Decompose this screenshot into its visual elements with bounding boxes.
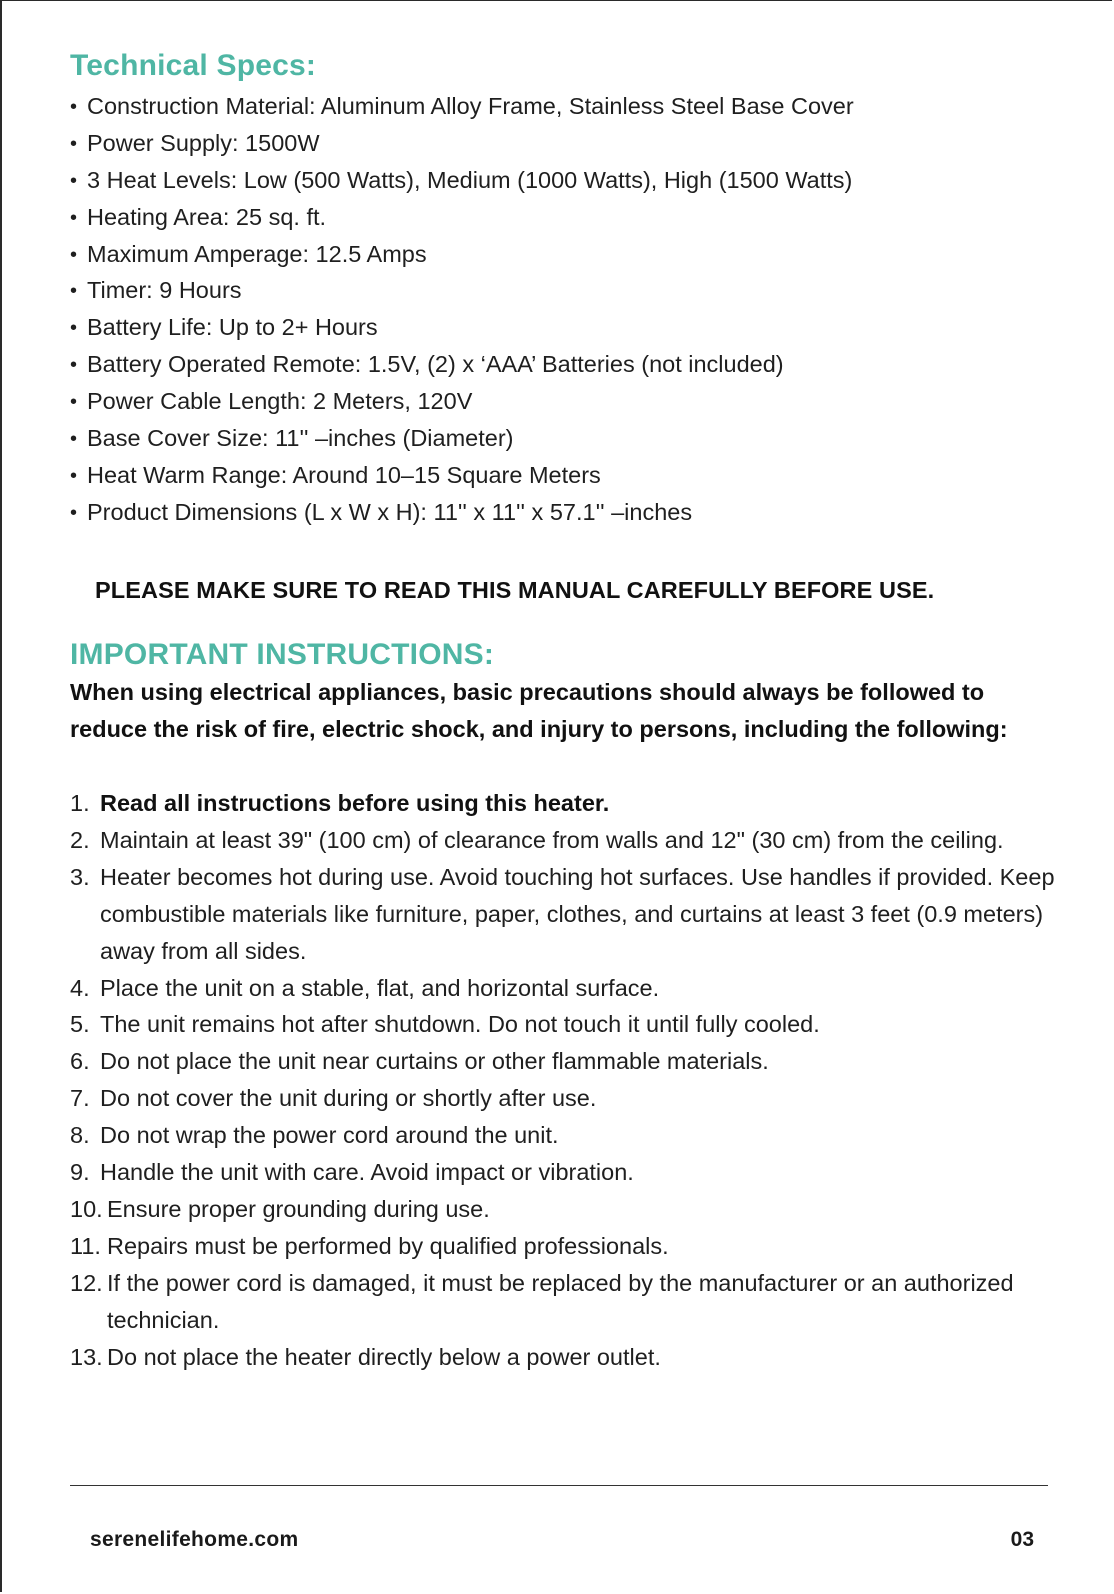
bullet: • — [70, 317, 78, 340]
spec-text: Battery Life: Up to 2+ Hours — [87, 314, 378, 341]
instruction-item — [70, 1006, 1060, 1043]
instruction-text: Repairs must be performed by qualified professionals. — [107, 1232, 669, 1259]
instruction-item — [70, 1339, 1060, 1376]
instruction-number: 4. — [70, 974, 90, 1001]
bullet: • — [70, 96, 78, 118]
spec-text: Battery Operated Remote: 1.5V, (2) x ‘AAA’ Batteries (not included) — [87, 351, 784, 378]
instruction-item — [70, 1080, 1060, 1117]
instruction-number: 9. — [70, 1159, 90, 1186]
instruction-number: 8. — [70, 1122, 90, 1149]
instructions-list — [70, 785, 1060, 1376]
instruction-text: Do not wrap the power cord around the unit. — [100, 1122, 559, 1149]
instruction-item — [70, 822, 1060, 859]
spec-item — [70, 494, 854, 531]
spec-text: Power Cable Length: 2 Meters, 120V — [87, 388, 473, 415]
instruction-item — [70, 1154, 1060, 1191]
instruction-number: 5. — [70, 1011, 90, 1038]
instruction-number: 11. — [70, 1232, 101, 1259]
bullet: • — [70, 391, 78, 414]
bullet: • — [70, 169, 78, 192]
instruction-item — [70, 785, 1060, 822]
instruction-number: 7. — [70, 1085, 90, 1112]
spec-text: Construction Material: Aluminum Alloy Frame, Stainless Steel Base Cover — [87, 93, 854, 119]
spec-item — [70, 457, 854, 494]
spec-item — [70, 272, 854, 309]
instruction-number: 3. — [70, 863, 90, 890]
spec-text: Power Supply: 1500W — [87, 129, 320, 156]
instruction-item — [70, 1191, 1060, 1228]
instruction-text: Maintain at least 39" (100 cm) of clearance from walls and 12" (30 cm) from the ceiling. — [100, 826, 1004, 853]
footer-website: serenelifehome.com — [90, 1528, 299, 1551]
spec-text: Heat Warm Range: Around 10–15 Square Meters — [87, 461, 601, 488]
instruction-number: 10. — [70, 1195, 103, 1222]
spec-item — [70, 346, 854, 383]
instruction-text: Do not place the heater directly below a power outlet. — [107, 1343, 661, 1370]
spec-item — [70, 236, 854, 273]
instruction-text: If the power cord is damaged, it must be replaced by the manufacturer or an authorized technician. — [107, 1269, 1014, 1333]
instruction-item — [70, 1043, 1060, 1080]
instruction-text: The unit remains hot after shutdown. Do not touch it until fully cooled. — [100, 1011, 820, 1038]
spec-text: 3 Heat Levels: Low (500 Watts), Medium (1000 Watts), High (1500 Watts) — [87, 166, 853, 193]
bullet: • — [70, 354, 78, 377]
instruction-number: 2. — [70, 826, 90, 853]
technical-specs-heading: Technical Specs: — [70, 49, 317, 82]
instruction-number: 12. — [70, 1269, 103, 1296]
bullet: • — [70, 206, 78, 229]
instruction-text: Place the unit on a stable, flat, and horizontal surface. — [100, 974, 660, 1001]
spec-item — [70, 162, 854, 199]
spec-text: Base Cover Size: 11'' –inches (Diameter) — [87, 425, 514, 452]
instruction-item — [70, 859, 1060, 970]
instruction-number: 6. — [70, 1048, 90, 1075]
instruction-text: Do not place the unit near curtains or other flammable materials. — [100, 1048, 769, 1075]
spec-text: Heating Area: 25 sq. ft. — [87, 203, 327, 230]
instruction-text: Handle the unit with care. Avoid impact or vibration. — [100, 1159, 634, 1186]
instruction-text: Read all instructions before using this heater. — [100, 790, 610, 816]
instruction-text: Ensure proper grounding during use. — [107, 1195, 490, 1222]
spec-item — [70, 199, 854, 236]
technical-specs-list — [70, 88, 854, 531]
instruction-item — [70, 1117, 1060, 1154]
instruction-item — [70, 1228, 1060, 1265]
spec-item — [70, 88, 854, 125]
spec-text: Maximum Amperage: 12.5 Amps — [87, 240, 427, 267]
instruction-number: 1. — [70, 790, 90, 816]
bullet: • — [70, 280, 78, 303]
spec-text: Product Dimensions (L x W x H): 11'' x 11'' x 57.1'' –inches — [87, 498, 693, 525]
instruction-item — [70, 1265, 1060, 1339]
instruction-text: Do not cover the unit during or shortly after use. — [100, 1085, 597, 1112]
important-instructions-heading: IMPORTANT INSTRUCTIONS: — [70, 638, 495, 671]
spec-item — [70, 383, 854, 420]
bullet: • — [70, 464, 78, 487]
instructions-intro: When using electrical appliances, basic precautions should always be followed to reduce the risk of fire, electric shock, and injury to persons, including the following: — [70, 679, 1008, 742]
spec-text: Timer: 9 Hours — [87, 277, 242, 304]
bullet: • — [70, 428, 78, 451]
spec-item — [70, 125, 854, 162]
footer-divider — [70, 1485, 1048, 1486]
spec-item — [70, 309, 854, 346]
bullet: • — [70, 243, 78, 266]
instruction-text: Heater becomes hot during use. Avoid touching hot surfaces. Use handles if provided. Keep combustible materials like furniture, paper, clothes, and curtains at least 3 feet (0.9 meters) away from all sides. — [100, 863, 1055, 964]
page-number: 03 — [1010, 1528, 1034, 1551]
read-manual-notice: PLEASE MAKE SURE TO READ THIS MANUAL CAREFULLY BEFORE USE. — [95, 577, 935, 603]
instruction-item — [70, 970, 1060, 1007]
bullet: • — [70, 501, 78, 524]
instruction-number: 13. — [70, 1343, 103, 1370]
spec-item — [70, 420, 854, 457]
bullet: • — [70, 132, 78, 155]
